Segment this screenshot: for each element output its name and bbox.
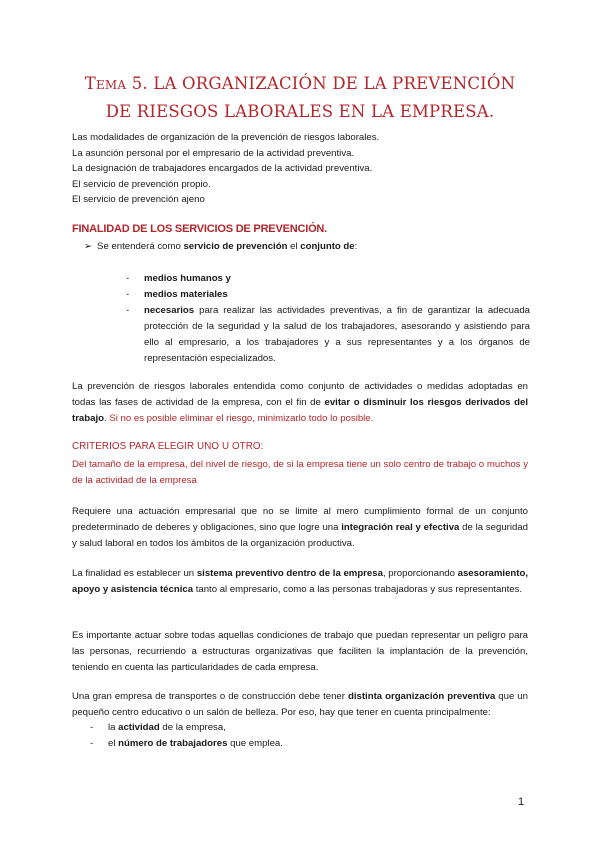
intro-line: La designación de trabajadores encargados de la actividad preventiva. [72, 163, 373, 174]
paragraph-organization: Una gran empresa de transportes o de construcción debe tener distinta organización preventiva que un pequeño centro educativo o un salón de belleza. Por eso, hay que tener en cuenta principalmente: [72, 691, 528, 718]
paragraph-prevention: La prevención de riesgos laborales entendida como conjunto de actividades o medidas adoptadas en todas las fases de actividad de la empresa, con el fin de evitar o disminuir los riesgos derivados del trabajo. Si no es posible eliminar el riesgo, minimizarlo todo lo posible. [72, 381, 528, 424]
criteria-body: Del tamaño de la empresa, del nivel de riesgo, de si la empresa tiene un solo centro de trabajo o muchos y de la actividad de la empresa [72, 459, 528, 486]
paragraph-purpose: La finalidad es establecer un sistema preventivo dentro de la empresa, proporcionando asesoramiento, apoyo y asistencia técnica tanto al empresario, como a las personas trabajadoras y sus representantes. [72, 568, 529, 595]
arrow-bullet-line: ➢ Se entenderá como servicio de prevención el conjunto de: [84, 241, 358, 252]
factors-list [90, 720, 283, 752]
list-item: - medios humanos y [126, 273, 231, 284]
means-list [126, 271, 530, 367]
list-item: - medios materiales [126, 289, 228, 300]
intro-line: Las modalidades de organización de la prevención de riesgos laborales. [72, 132, 380, 143]
section-heading: FINALIDAD DE LOS SERVICIOS DE PREVENCIÓN. [72, 223, 328, 235]
paragraph-integration: Requiere una actuación empresarial que no se limite al mero cumplimiento formal de un conjunto predeterminado de deberes y obligaciones, sino que logre una integración real y efectiva de la seguridad y salud laboral en todos los ámbitos de la organización productiva. [72, 506, 528, 549]
list-item: - la actividad de la empresa, [90, 722, 226, 733]
list-item: - el número de trabajadores que emplea. [90, 738, 283, 749]
intro-list [72, 130, 532, 208]
page-number: 1 [518, 796, 525, 808]
intro-line: El servicio de prevención ajeno [72, 194, 205, 205]
arrow-bullet-icon: ➢ [84, 241, 93, 252]
intro-line: El servicio de prevención propio. [72, 178, 211, 190]
criteria-heading: CRITERIOS PARA ELEGIR UNO U OTRO: [72, 441, 264, 452]
page-title: Tema 5. LA ORGANIZACIÓN DE LA PREVENCIÓN DE RIESGOS LABORALES EN LA EMPRESA. [84, 74, 516, 121]
paragraph-conditions: Es importante actuar sobre todas aquellas condiciones de trabajo que puedan representar un peligro para las personas, recurriendo a estructuras organizativas que faciliten la implantación de la prevención, teniendo en cuenta las particularidades de cada empresa. [72, 630, 528, 673]
intro-line: La asunción personal por el empresario de la actividad preventiva. [72, 147, 355, 159]
list-item: - necesarios para realizar las actividades preventivas, a fin de garantizar la adecuada protección de la seguridad y la salud de los trabajadores, asesorando y asistiendo para ello al empresario, a los trabajadores y a sus representantes y a los órganos de representación especializados. [126, 305, 530, 364]
